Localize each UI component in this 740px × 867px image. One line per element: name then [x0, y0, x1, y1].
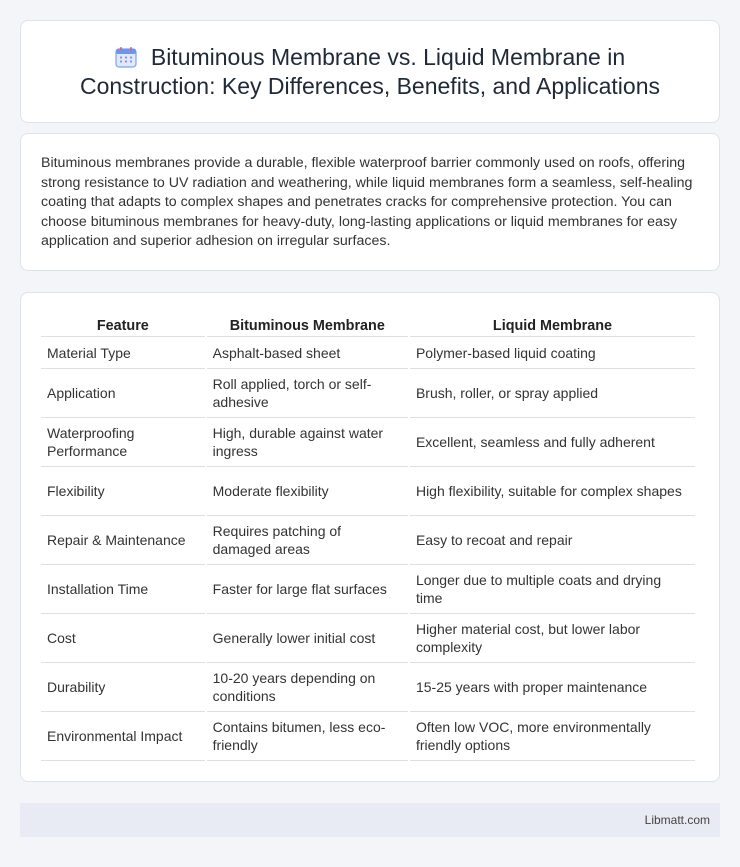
cell-bituminous: Roll applied, torch or self-adhesive [207, 369, 408, 418]
header-feature: Feature [41, 313, 205, 337]
cell-liquid: Brush, roller, or spray applied [410, 369, 695, 418]
table-row [41, 369, 695, 418]
cell-bituminous: Generally lower initial cost [207, 614, 408, 663]
table-row [41, 467, 695, 516]
table-row [41, 516, 695, 565]
cell-liquid: Polymer-based liquid coating [410, 337, 695, 369]
cell-bituminous: Moderate flexibility [207, 467, 408, 516]
cell-feature: Application [41, 369, 205, 418]
cell-liquid: Easy to recoat and repair [410, 516, 695, 565]
comparison-card [20, 292, 720, 782]
cell-feature: Flexibility [41, 467, 205, 516]
cell-feature: Installation Time [41, 565, 205, 614]
cell-liquid: Higher material cost, but lower labor complexity [410, 614, 695, 663]
cell-liquid: 15-25 years with proper maintenance [410, 663, 695, 712]
header-bituminous: Bituminous Membrane [207, 313, 408, 337]
cell-feature: Repair & Maintenance [41, 516, 205, 565]
cell-bituminous: Asphalt-based sheet [207, 337, 408, 369]
table-row [41, 614, 695, 663]
page-title [51, 43, 689, 101]
cell-bituminous: Faster for large flat surfaces [207, 565, 408, 614]
cell-bituminous: 10-20 years depending on conditions [207, 663, 408, 712]
footer-brand-link[interactable]: Libmatt.com [644, 813, 710, 827]
cell-feature: Durability [41, 663, 205, 712]
table-row [41, 565, 695, 614]
title-card [20, 20, 720, 123]
cell-feature: Material Type [41, 337, 205, 369]
cell-feature: Waterproofing Performance [41, 418, 205, 467]
cell-liquid: Excellent, seamless and fully adherent [410, 418, 695, 467]
cell-bituminous: Contains bitumen, less eco-friendly [207, 712, 408, 761]
page-title-text: Bituminous Membrane vs. Liquid Membrane in Construction: Key Differences, Benefits, and Applications [79, 43, 660, 99]
cell-bituminous: High, durable against water ingress [207, 418, 408, 467]
table-header-row [41, 313, 695, 337]
table-row [41, 418, 695, 467]
cell-liquid: Longer due to multiple coats and drying time [410, 565, 695, 614]
intro-paragraph: Bituminous membranes provide a durable, flexible waterproof barrier commonly used on roofs, offering strong resistance to UV radiation and weathering, while liquid membranes form a seamless, self-healing coating that adapts to complex shapes and penetrates cracks for comprehensive protection. You can choose bituminous membranes for heavy-duty, long-lasting applications or liquid membranes for easy application and superior adhesion on irregular surfaces. [41, 155, 693, 250]
intro-card [20, 133, 720, 271]
cell-feature: Cost [41, 614, 205, 663]
cell-liquid: High flexibility, suitable for complex shapes [410, 467, 695, 516]
table-row [41, 712, 695, 761]
calendar-icon [115, 46, 137, 68]
table-row [41, 337, 695, 369]
table-row [41, 663, 695, 712]
cell-bituminous: Requires patching of damaged areas [207, 516, 408, 565]
cell-feature: Environmental Impact [41, 712, 205, 761]
comparison-table [39, 313, 697, 761]
cell-liquid: Often low VOC, more environmentally friendly options [410, 712, 695, 761]
header-liquid: Liquid Membrane [410, 313, 695, 337]
footer-bar [20, 803, 720, 837]
